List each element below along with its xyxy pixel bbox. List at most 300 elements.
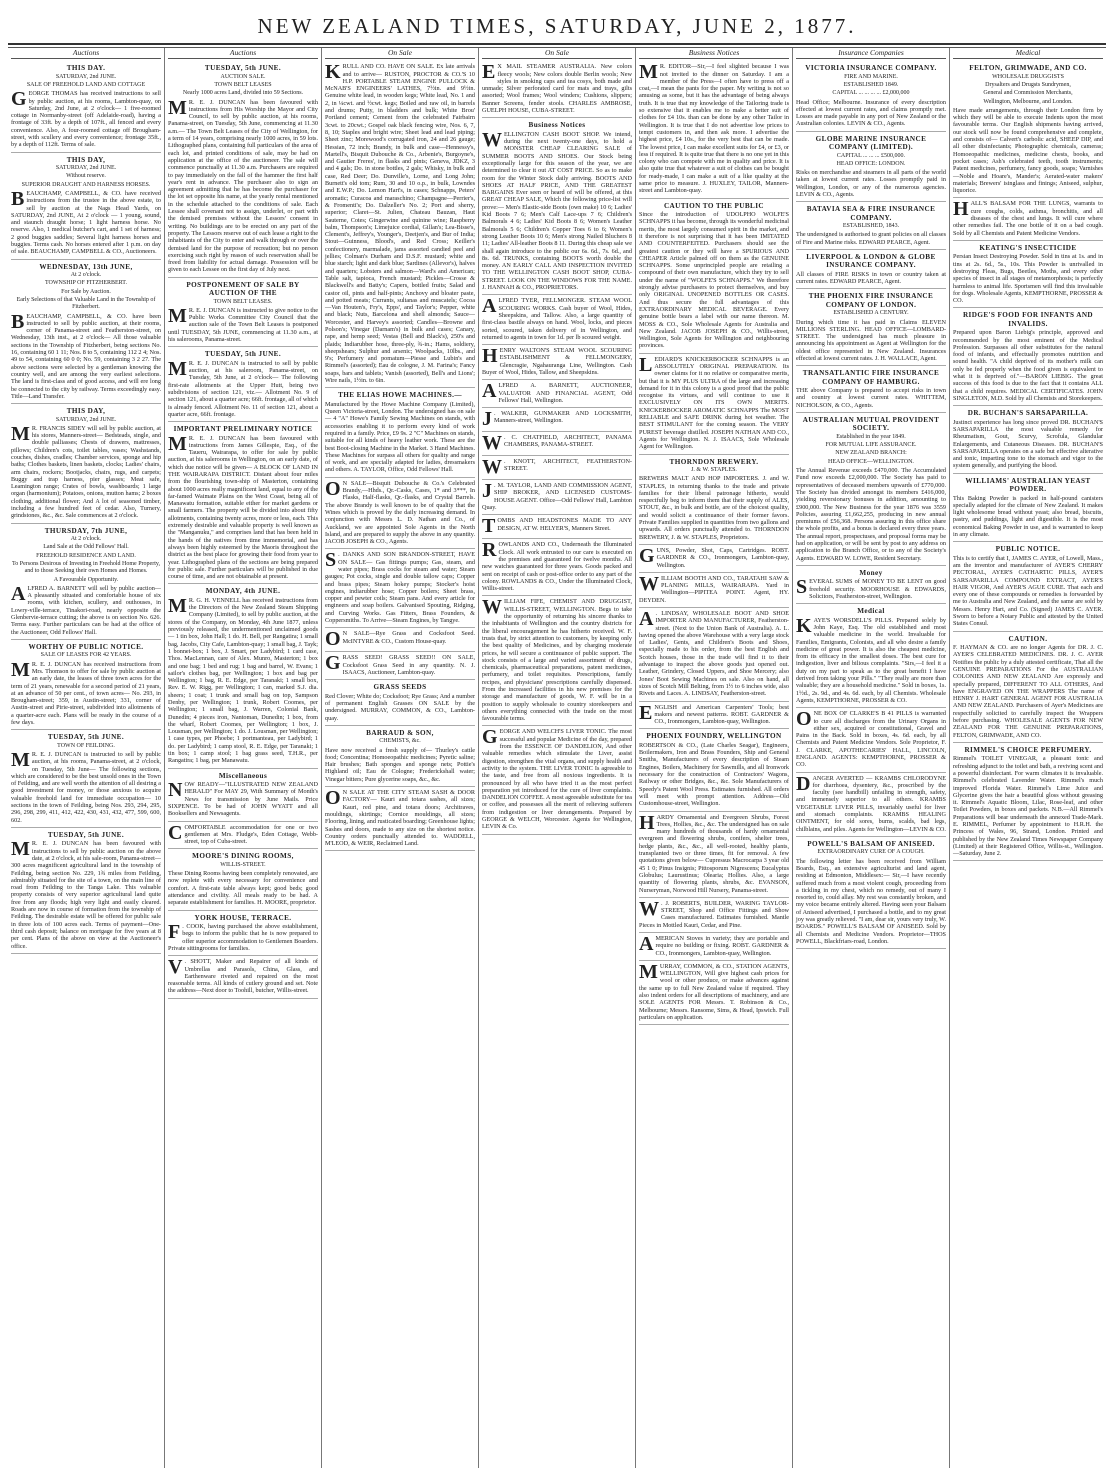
ad-text: ELLINGTON CASH BOOT SHOP. We intend, during the next twenty-one days, to hold a MONSTER CHEAP CLEARING SALE of SUMMER BOOTS AND SHOES. Our Stock being exceptionally large for this season of the year, we are determined to clear it out AT COST PRICE. So as to make room for the Winter Stock daily arriving. BOOTS AND SHOES AT HALF PRICE, AND THE GREATEST BARGAINS Ever seen or heard of will be offered, at this GREAT CHEAP SALE, Which the following price-list will prove:— Men's Elastic-side Boots (own make) 10 6; Ladies' Kid Boots 7 6; Men's Calf Lace-ups 7 6; Children's Balmorals 4 6; Ladies' Kid Boots 8 6; Women's Leather Balmorals 5 6; Children's Copper Toes 6 to 6; Women's strong Leather Boots 10 6; Men's strong Nailed Bluchers 8 11; Ladies' All-leather Boots 8 11. During this cheap sale we shall again introduce to the public our 6s. 6d., 7s. 6d., and 8s. 6d. TRUNKS, containing BOOTS worth double the money. AN EARLY CALL AND INSPECTION INVITED TO THE WELLINGTON CASH BOOT SHOP, CUBA-STREET. LOOK ON THE WINDOWS FOR THE NAME. J. HANNAH & CO., PROPRIETORS. bbox=[482, 130, 632, 292]
advertisement bbox=[325, 549, 475, 628]
drop-cap: W bbox=[482, 432, 502, 455]
advertisement bbox=[796, 837, 946, 949]
ad-body bbox=[11, 422, 161, 520]
advertisement bbox=[168, 769, 318, 822]
ad-title: Miscellaneous bbox=[218, 771, 268, 780]
ad-title: WORTHY OF PUBLIC NOTICE. bbox=[28, 642, 144, 651]
ad-text: OWLANDS AND CO., Underneath the Illuminated Clock. All work entrusted to our care is executed on the premises and guaranteed for twelve months. All new watches guaranteed for three years. Goods packed and sent on receipt of cash or post-office order to any part of the colony. ROWLANDS & CO., Under the Illuminated Clock, Willis-street. bbox=[482, 541, 632, 593]
ad-text: EDIARD'S KNICKERBOCKER SCHNAPPS is an ABSOLUTELY ORIGINAL PREPARATION. Its owner claims for it no relative or comparative merits, but that it is MY PLUS ULTRA of the large and increasing demand for it in this colony is a good proof that the public recognise its virtues, and will continue to use it EXCLUSIVELY ON ITS OWN MERITS. KNICKERBOCKER AROMATIC SCHNAPPS The MOST RELIABLE and SAFE DRINK during hot weather. The BEST STIMULANT for the coming season. The VERY PUREST beverage distilled. JOSEPH NATHAN AND CO., Agents for Wellington. N. J. ISAACS, Sole Wholesale Agent for Wellington. bbox=[639, 355, 789, 451]
drop-cap: A bbox=[639, 932, 654, 955]
ad-subtitle: EXTRAORDINARY CURE OF A COUGH. bbox=[817, 849, 925, 856]
ad-body bbox=[639, 897, 789, 929]
ad-text: All classes of FIRE RISKS in town or country taken at current rates. EDWARD PEARCE, Agent. bbox=[796, 270, 946, 286]
advertisement bbox=[325, 652, 475, 680]
ad-line: SALE OF FREEHOLD LAND AND COTTAGE bbox=[26, 82, 146, 88]
drop-cap: H bbox=[953, 198, 969, 221]
ad-text: ENRY WALTON'S STEAM WOOL SCOURING ESTABLISHMENT & FELLMONGERY, Glencragie, Ngahauranga Line, Wellington. Cash Buyer of Wool, Hides, Tallow, and Sheepskins. bbox=[482, 347, 632, 376]
advertisement bbox=[482, 380, 632, 408]
ad-line: TOWNSHIP OF FITZHERBERT. bbox=[44, 280, 128, 287]
ad-body bbox=[11, 751, 161, 824]
ad-title: THIS DAY, bbox=[66, 155, 106, 164]
ad-title: LIVERPOOL & LONDON & GLOBE INSURANCE COMPANY. bbox=[806, 253, 936, 270]
advertisement bbox=[11, 404, 161, 524]
ad-title: THIS DAY, bbox=[66, 407, 106, 416]
advertisement bbox=[168, 584, 318, 768]
ad-body bbox=[325, 477, 475, 546]
ad-body bbox=[482, 515, 632, 538]
ad-title: THIS DAY. bbox=[66, 64, 106, 73]
ad-body bbox=[796, 467, 946, 562]
advertisement bbox=[168, 822, 318, 850]
advertisement bbox=[953, 241, 1103, 308]
ad-text: Have made arrangements, through their London firm by which they will be able to execute Indents upon the most favourable terms. Our English shipments having arrived, our stock will now be found comprehensive and complete, and consists of— Calvert's carbolic acid, SHEEP DIP, and all other disinfectants; Photographic chemicals, cameras; Homoeopathic medicines, medicine chests, books, and pocket cases; Ash's celebrated teeth, tooth instruments; Patent medicines, perfumery, fancy goods, soaps; Varnishes—Noble and Hoare's, Mander's; Aerated-water makers' materials; Brewers' isinglass and finings; Aniseed, sulphur, liquorice. bbox=[953, 106, 1103, 195]
ad-body bbox=[953, 253, 1103, 304]
ad-subtitle: WILLIS-STREET. bbox=[220, 861, 266, 868]
ad-body bbox=[168, 594, 319, 765]
ad-text: Manufactured by the Howe Machine Company (Limited), Queen Victoria-street, London. The undersigned has on sale— 4 "A" Howe's Family Sewing Machines on stands, with accessories enabling it to perform every kind of work required in a family. Price, £9 9s. 2 "C" Machines on stands, suitable for all kinds of heavy leather work. These are the best Boot-closing Machine in the Market. 3 Hand Machines. These Machines for surpass all others for quality and range of work, and are specially adapted for ladies, dressmakers and others. A. TAYLOR, Office, Odd Fellows' Hall. bbox=[325, 400, 475, 474]
advertisement bbox=[796, 366, 946, 413]
drop-cap: M bbox=[639, 61, 658, 84]
advertisement bbox=[11, 153, 161, 260]
advertisement bbox=[639, 812, 789, 898]
ad-line: For Sale by Auction. bbox=[61, 288, 111, 295]
ad-body bbox=[482, 432, 632, 455]
ad-subtitle: TOWN OF FEILDING. bbox=[57, 742, 115, 749]
ad-body bbox=[168, 923, 318, 952]
ad-subtitle: At 2 o'clock. bbox=[70, 272, 102, 279]
advertisement bbox=[639, 61, 789, 198]
ad-text: Prepared upon Baron Liebig's principle, approved and recommended by the most eminent of the Medical Profession. Surpasses all other substitutes for the natural food of infants, and effectually promotes nutrition and sound health. "A child deprived of its mother's milk can only be fed properly when the food given is equivalent to what it is deprived of."—BARON LIEBIG. The great success of this food is due to the fact that it contains ALL that a child requires. MEDICAL CERTIFICATES. JOHN SINGLETON, M.D. Sold by all Chemists and Storekeepers. bbox=[953, 329, 1103, 402]
ad-body bbox=[639, 353, 789, 451]
ad-title: MONDAY, 4th JUNE. bbox=[205, 587, 281, 596]
ad-text: ILLIAM FIFE, CHEMIST AND DRUGGIST, WILLIS-STREET, WELLINGTON. Begs to take the opportunity of returning his sincere thanks to the inhabitants of Wellington and the country districts for the liberal encouragement he has hitherto received. W. F. trusts that, by strict attention to customers, by keeping only the best quality of Medicines, and by charging moderate prices, he will secure a continuance of public support. The stock consists of a large and varied assortment of drugs, chemicals, pharmaceutical preparations, patent medicines, perfumery, and toilet requisites. Prescriptions, family recipes, and physicians' prescriptions carefully dispensed. From the increased facilities in his new premises for the storage and manufacture of goods, W. F. will be in a position to supply wholesale to country storekeepers and others everything connected with the trade on the most favourable terms. bbox=[482, 598, 632, 723]
ad-body bbox=[168, 958, 318, 994]
advertisement bbox=[325, 726, 475, 787]
advertisement bbox=[168, 911, 318, 957]
ad-text: EAUCHAMP, CAMPBELL, & CO. have received instructions from the trustee in the above estate, to sell by auction at the Nags Head Yards, on SATURDAY, 2nd JUNE, At 2 o'clock — 1 young, sound, and staunch draught horse; 1 light harness horse. No reserve. Also, 1 medical butcher's cart, and 1 set of harness; 2 good buggies saddles; Several light harness horses and buggies. Terms cash. No horses entered after 1 p.m. on day of sale. BEAUCHAMP, CAMPBELL & CO., Auctioneers. bbox=[11, 189, 161, 256]
column-4 bbox=[478, 48, 635, 1468]
ad-line: Early Selections of that Valuable Land in the Township of Fitzherbert. bbox=[16, 296, 156, 311]
ad-line: ESTABLISHED 1849. bbox=[843, 82, 899, 88]
ad-subtitle: SATURDAY, 2nd JUNE. bbox=[55, 73, 117, 80]
ad-line: A Favourable Opportunity. bbox=[53, 576, 119, 583]
section-heading: On Sale bbox=[482, 48, 632, 59]
ad-title: PUBLIC NOTICE. bbox=[995, 545, 1061, 554]
drop-cap: M bbox=[168, 432, 187, 455]
ad-body bbox=[639, 211, 789, 350]
advertisement bbox=[796, 708, 946, 772]
ad-subtitle: CHEMISTS, &c. bbox=[379, 738, 421, 745]
ad-body bbox=[482, 128, 632, 292]
ad-text: AYE'S WORSDELL'S PILLS. Prepared solely by John Kaye, Esq. The old established and most valuable medicine in the world. Invaluable for Families, Emigrants, Colonists, and all who desire a family medicine of great power. It is also the cheapest medicine, from its efficacy in the smallest doses. The best cure for indigestion, liver and bilious complaints. "Sirs,—I feel it a duty on my part to speak as to the great benefit I have derived from taking your Pills." "They really are more than valuable; they are a household medicine." Sold in boxes, 1s. 1½d., 2s. 9d., and 4s. 6d. each, by all Chemists. Wholesale Agents, KEMPTHORNE, PROSSER & CO. bbox=[796, 616, 946, 704]
ad-line: HEAD OFFICE: LONDON. bbox=[836, 160, 906, 167]
drop-cap: S bbox=[796, 576, 808, 599]
ad-body bbox=[168, 870, 318, 906]
ad-title: CAUTION. bbox=[1008, 634, 1048, 643]
ad-title: TUESDAY, 5th JUNE. bbox=[204, 350, 282, 359]
ad-title: FELTON, GRIMWADE, AND CO. bbox=[969, 64, 1087, 73]
drop-cap: L bbox=[639, 353, 653, 376]
ad-title: PHOENIX FOUNDRY, WELLINGTON bbox=[646, 732, 782, 741]
drop-cap: O bbox=[325, 628, 341, 651]
drop-cap: D bbox=[796, 772, 811, 795]
advertisement bbox=[482, 539, 632, 596]
ad-body bbox=[796, 319, 946, 363]
ad-subtitle: AUCTION SALE. bbox=[220, 73, 266, 80]
ad-body bbox=[639, 63, 789, 194]
ad-body bbox=[168, 96, 318, 274]
ad-body bbox=[639, 960, 789, 1021]
ad-text: . M. TAYLOR, LAND AND COMMISSION AGENT, SHIP BROKER, AND LICENSED CUSTOMS-HOUSE AGENT. Office—Odd Fellows' Hall, Lambton Quay. bbox=[482, 482, 632, 512]
ad-text: . DANKS AND SON BRANDON-STREET, HAVE ON SALE— Gas fittings pumps; Gas, steam, and water pipes; Brass cocks for steam and water; Steam gauges; Pot cocks, single and double tallow caps; Copper and brass pipes; Steam hokey pumps; Stocker's hoist engines, indiarubber hose; Copper boilers; Sheet brass, copper and pewter coils; Steam pans. And every article for engineers and soap boilers. Galvanised Spouting, Ridging, and Curving Works. Gas Fitters, Brass Founders, & Coppersmiths. To Arrive—Steam Engines, by Tangye. bbox=[325, 551, 475, 625]
ad-text: NGLISH and American Carpenters' Tools; best makers and newest patterns. ROBT. GARDNER & CO., Ironmongers, Lambton-quay, Wellington. bbox=[654, 703, 789, 726]
drop-cap: H bbox=[639, 811, 655, 834]
advertisement bbox=[168, 849, 318, 910]
ad-title: TUESDAY, 5th JUNE. bbox=[204, 64, 282, 73]
advertisement bbox=[482, 408, 632, 432]
ad-text: During which time it has paid in Claims ELEVEN MILLIONS STERLING. HEAD OFFICE—LOMBARD-STREET. The undersigned has much pleasure in announcing his appointment as Agent at Wellington for the oldest office represented in New Zealand. Insurances effected at lowest current rates. J. H. WALLACE, Agent. bbox=[796, 318, 946, 363]
ad-body bbox=[325, 654, 475, 676]
advertisement bbox=[639, 729, 789, 811]
ad-subtitle: ESTABLISHED, 1843. bbox=[842, 223, 900, 230]
ad-text: Have now received a fresh supply of— Thurley's cattle food; Concentina; Homoeopathic medicines; Pyretic saline; Hair brushes; Bath sponges and sponge nets; Pottie's Highland oil; Eau de Cologne; Frederickshall water; Vinegar bitters; Pure glycerine soaps, &c., &c. bbox=[325, 746, 475, 783]
drop-cap: O bbox=[325, 477, 341, 500]
ad-line: General and Commission Merchants, bbox=[983, 90, 1073, 97]
section-heading: On Sale bbox=[325, 48, 475, 59]
ad-line: FREEHOLD RESIDENCE AND LAND. bbox=[36, 552, 136, 559]
drop-cap: S bbox=[325, 549, 337, 572]
drop-cap: M bbox=[11, 838, 30, 861]
ad-body bbox=[482, 728, 632, 830]
drop-cap: W bbox=[482, 456, 502, 479]
advertisement bbox=[482, 118, 632, 295]
ad-body bbox=[482, 482, 632, 511]
ad-text: N SALE—Rye Grass and Cocksfoot Seed. McINTYRE & CO., Custom House-quay. bbox=[342, 630, 475, 645]
drop-cap: G bbox=[639, 544, 655, 567]
ad-text: Justinct experience has long since proved DR. BUCHAN'S SARSAPARILLA the most valuable remedy for Rheumatism, Gout, Scurvy, Scrofula, Glandular Enlargements, and Cutaneous Diseases. DR. BUCHAN'S SARSAPARILLA operates on a safe but effective alterative and tonic, imparting tone to the stomach and vigor to the system generally, and purifying the blood. bbox=[953, 418, 1103, 470]
ad-text: THE above Company is prepared to accept risks in town and country at lowest current rates. WHITTEM, NICHOLSON, & CO., Agents. bbox=[796, 387, 946, 409]
ad-body bbox=[168, 357, 318, 418]
ad-line: Without reserve. bbox=[66, 173, 106, 180]
advertisement bbox=[639, 455, 789, 545]
advertisement bbox=[482, 295, 632, 345]
ad-text: LFRED TYER, FELLMONGER. STEAM WOOL SCOURING WORKS. Cash buyer of Wool, Hides, Sheepskins, and Tallow. Also, a large quantity of first-class bastile always on hand. Wool, locks, and pieces sorted, scoured, taken delivery of in Wellington, and returned to agents in town for 1d. per lb scoured weight. bbox=[482, 297, 632, 341]
ad-title: THE ELIAS HOWE MACHINES.— bbox=[338, 391, 462, 400]
drop-cap: E bbox=[639, 701, 653, 724]
advertisement bbox=[482, 480, 632, 515]
advertisement bbox=[639, 898, 789, 933]
ad-text: . KNOTT, ARCHITECT, FEATHERSTON-STREET. bbox=[504, 458, 632, 473]
ad-text: R. G. H. VENNELL has received instructions from the Directors of the New Zealand Steam Shipping Company (Limited), to sell by public auction, at the stores of the Company, on Monday, 4th June 1877, unless previously released, the undermentioned unclaimed goods— 1 tin box, John Hall; 1 do. H. Bell, per Rangatira; 1 small bag, Jacobs, City Cafe, Lambton-quay; 1 small bag, J. Tayk; 1 bonnet-box; 1 box, J. Smart, per Ladybird; 1 card case, Thos. MacLennan, care of Alex. Munro, Masterton; 1 box and one bag; 1 bed and rug; 1 bag and barrel, W. Evans; 1 sailor's clothes bag, per Wellington; 1 box and bag per Wellington; 1 bag, R. E. Edge, per Taranaki; 1 small box, Rev. E. W. Rigg, per Wellington; 1 can, marked S.J. dia. sheers; 1 coat; 1 trunk and small bag on top, Sampson Denby, per Wellington; 1 trunk, Robert Coomes, per Wellington; 1 small bag, J. Warren, Colonial Bank, Dunedin; 4 pieces iron, Nantoman, Dunedin; 1 box, from the wharf, Robert Coomes, per Wellington; 1 box, J. Lousman, per Wellington; 1 do. J. Lousman, per Wellington; 1 case types, per Phoebe; 1 portmanteau, per Ladybird; 1 do. per Ladybird; 1 camp stool, R. E. Edge, per Taranaki; 1 tin box; 1 camp stool; 1 bag grass seed, T.H.R., per Rangatira; 1 bag, per Manawatu. bbox=[168, 596, 319, 765]
advertisement bbox=[11, 828, 161, 954]
ad-body bbox=[953, 200, 1103, 236]
ad-text: This Baking Powder is packed in half-pound canisters specially adapted for the climate of New Zealand. It makes light wholesome bread without yeast; also bread, biscuits, pastry, and puddings, light and digestible. It is the most economical Baking Powder in use, and is warranted to keep in any climate. bbox=[953, 494, 1103, 538]
ad-subtitle: At 2 o'clock. bbox=[70, 536, 102, 543]
ad-body bbox=[482, 598, 632, 722]
advertisement bbox=[482, 345, 632, 380]
ad-title: RIMMEL'S CHOICE PERFUMERY. bbox=[964, 745, 1092, 754]
advertisement bbox=[639, 573, 789, 608]
advertisement bbox=[639, 608, 789, 702]
ad-text: The Annual Revenue exceeds £470,000. The Accumulated Fund now exceeds £2,000,000. The Society has paid to representatives of deceased members upwards of £770,000. The Society has divided amongst its members £416,000, yielding reversionary bonuses in addition, amounting to £900,000. The New Business for the year 1876 was 3559 Policies, assuring £1,662,255, producing in new annual premiums of £56,368. Persons assuring in this office share the whole profits, and a bonus is declared every three years. The annual report, prospectuses, and proposal forms may be had on application, or will be sent by post to any address on application to the Branch Office, or to any of the Society's Agents. EDWARD W. LOWE, Resident Secretary. bbox=[796, 467, 946, 562]
ad-body bbox=[482, 408, 632, 431]
ad-text: R. E. J. DUNCAN has received instructions from Mrs. Thomson to offer for sale by public auction at an early date, the leases of three town acres for the term of 21 years, renewable for a second period of 21 years, at an advance of 50 per cent., of town acres— No. 293, in Brougham-street; 359, in Austin-street; 331, corner of Austin-street and Pirie-street, subdivided into allotments of a quarter-acre each. Plans will be ready in the course of a few days. bbox=[11, 660, 161, 726]
ad-text: . C. CHATFIELD, ARCHITECT, PANAMA CHAMBERS, PANAMA-STREET. bbox=[504, 434, 632, 449]
ad-title: TUESDAY, 5th JUNE. bbox=[47, 830, 125, 839]
column-7 bbox=[949, 48, 1106, 1468]
advertisement bbox=[482, 61, 632, 118]
ad-title: VICTORIA INSURANCE COMPANY. bbox=[805, 64, 937, 73]
drop-cap: E bbox=[482, 61, 496, 84]
advertisement bbox=[953, 743, 1103, 862]
advertisement bbox=[796, 773, 946, 837]
ad-text: Since the introduction of UDOLPHO WOLFE'S SCHNAPPS it has become, through its wonderful medicinal merits, the most largely consumed spirit in the market, and it therefore is not surprising that it has been IMITATED AND COUNTERFEITED. Purchasers should see the greatest caution or they will have a SPURIOUS AND CHEAPER Article palmed off on them as the GENUINE SCHNAPPS. Some unprincipled people are retailing a compound of their own manufacture, which they try to sell under the name of "WOLFE'S SCHNAPPS." We therefore strongly advise purchasers to protect themselves, and buy only ORIGINAL UNOPENED BOTTLES OR CASES. And thus secure the full advantages of this EXTRAORDINARY MEDICAL BEVERAGE. Every genuine bottle bears a label with our name thereon. M. MOSS & CO., Sole Wholesale Agents for Australia and New Zealand. JACOB JOSEPH & CO., Willis-street, Wellington, Sole Agents for Wellington and neighbouring provinces. bbox=[639, 211, 789, 350]
ad-body bbox=[11, 310, 161, 401]
drop-cap: G bbox=[325, 652, 341, 675]
section-heading: Insurance Companies bbox=[796, 48, 946, 59]
ad-body bbox=[953, 644, 1103, 739]
ad-line: Wellington, Melbourne, and London. bbox=[983, 98, 1073, 105]
ad-line: SUPERIOR DRAUGHT AND HARNESS HORSES. bbox=[21, 181, 151, 188]
ad-text: NE BOX OF CLARKE'S B 41 PILLS is warranted to cure all discharges from the Urinary Organs in either sex, acquired or constitutional, Gravel and Pains in the Back. Sold in boxes, 4s. 6d. each, by all Chemists and Patent Medicine Vendors. Sole Proprietor, F. J. CLARKE, APOTHECARIES' HALL, LINCOLN, ENGLAND. AGENTS: KEMPTHORNE, PROSSER & CO. bbox=[796, 710, 946, 769]
ad-body bbox=[325, 63, 475, 384]
advertisement bbox=[953, 61, 1103, 198]
ad-title: IMPORTANT PRELIMINARY NOTICE bbox=[173, 425, 313, 434]
advertisement bbox=[325, 787, 475, 851]
drop-cap: M bbox=[11, 422, 30, 445]
column-3 bbox=[321, 48, 478, 1468]
advertisement bbox=[953, 198, 1103, 240]
advertisement bbox=[796, 566, 946, 604]
drop-cap: W bbox=[482, 128, 502, 151]
drop-cap: C bbox=[168, 821, 183, 844]
ad-text: EORGE THOMAS has received instructions to sell by public auction, at his rooms, Lambton-quay, on Saturday, 2nd June, at 2 o'clock— 1 five-roomed cottage in Normanby-street (off Adelaide-road), having a frontage of 33ft. by a depth of 107ft., all fenced and every convenience. Also, A four-roomed cottage off Brougham-street, with scullery and every convenience; frontage 35ft., by a depth of 112ft. Terms of sale. bbox=[11, 90, 161, 149]
advertisement bbox=[639, 702, 789, 730]
ad-body bbox=[325, 747, 475, 783]
ad-text: X MAIL STEAMER AUSTRALIA. New colors fleecy wools; New colors double Berlin wools; New styles in smoking caps and tea cosys, both made and unmade; Silver perforated card for mats and trays, gilts assorted; Wool frames; Wool winders; Cushions, slippers; Banner Screens, fender stools. CHARLES AMBROSE, GUELPH HOUSE, CUBA-STREET. bbox=[482, 63, 632, 115]
ad-title: GLOBE MARINE INSURANCE COMPANY (LIMITED). bbox=[815, 134, 927, 152]
ad-text: ROBERTSON & CO., (Late Charles Seagar), Engineers, Boilermakers, Iron and Brass Founders, Ship and General Smiths, Manufacturers of every description of Steam Engines, Boilers, Machinery for Sawmills, and all Ironwork necessary for the construction of Contractors' Wagons, Railway or other Bridges, &c., &c. Sole Manufacturers of Speedy's Patent Wool Press. Estimates furnished. All orders will meet with prompt attention. Address—Old Customhouse-street, Wellington. bbox=[639, 741, 789, 808]
ad-title: GRASS SEEDS bbox=[373, 683, 427, 692]
ad-title: YORK HOUSE, TERRACE. bbox=[194, 913, 292, 922]
ad-title: THE PHOENIX FIRE INSURANCE COMPANY OF LONDON. bbox=[808, 292, 934, 309]
ad-body bbox=[482, 541, 632, 592]
drop-cap: W bbox=[482, 596, 502, 619]
drop-cap: M bbox=[168, 357, 187, 380]
ad-title: CAUTION TO THE PUBLIC bbox=[663, 201, 765, 210]
advertisement bbox=[796, 250, 946, 289]
masthead: NEW ZEALAND TIMES, SATURDAY, JUNE 2, 1877. bbox=[257, 14, 857, 38]
advertisement bbox=[953, 632, 1103, 743]
drop-cap: G bbox=[482, 726, 498, 749]
ad-title: RIDGE'S FOOD FOR INFANTS AND INVALIDS. bbox=[962, 311, 1094, 328]
ad-text: Head Office; Melbourne. Insurance of every description effected at lowest current rates, and claims promptly met. Losses are made payable in any port of New Zealand or the Australian colonies. LEVIN & CO., Agents. bbox=[796, 98, 946, 128]
advertisement bbox=[639, 545, 789, 573]
ad-title: KEATING'S INSECTICIDE bbox=[979, 243, 1077, 252]
ad-text: BREWERS MALT AND HOP IMPORTERS. J. and W. STAPLES, in returning thanks to the trade and private families for their liberal patronage hitherto, would respectfully beg to inform them that their supply of ALES, STOUT, &c., in bulk and bottle, are of the choicest quality, and would solicit a continuance of their former favors. Private Families supplied in quantities from two gallons and upwards. All orders punctually attended to. THORNDON BREWERY, J. & W. STAPLES, Proprietors. bbox=[639, 475, 789, 541]
ad-title: Money bbox=[859, 568, 883, 577]
advertisement bbox=[639, 354, 789, 455]
advertisement bbox=[168, 422, 318, 584]
ad-text: This is to certify that I, JAMES C. AYER, of Lowell, Mass., am the inventor and manufacturer of AYER'S CHERRY PECTORAL, AYER'S CATHARTIC PILLS, AYER'S SARSAPARILLA COMPOUND EXTRACT, AYER'S HAIR VIGOR, And AYER'S AGUE CURE. That each and every one of these compounds or remedies is forwarded by me to Australia and New Zealand, and the same are sold by Messrs. Henry Hart, and Co. (Signed) JAMES C. AYER. Sworn to before a Notary Public and attested by the United States Consul. bbox=[953, 554, 1103, 628]
ad-text: . WALKER, GUNMAKER AND LOCKSMITH, Manners-street, Wellington. bbox=[494, 410, 632, 425]
ad-body bbox=[325, 693, 475, 722]
ad-text: Rimmel's TOILET VINEGAR, a pleasant tonic and refreshing adjunct to the toilet and bath, a reviving scent and a powerful disinfectant. For warm climates it is invaluable. Rimmel's celebrated Lavender Water. Rimmel's much improved Florida Water. Rimmel's Lime Juice and Glycerine gives the hair a beautiful gloss without greasing it. Rimmel's Aquatic Bloom, Lilac, Rose-leaf, and other Toilet Powders, in boxes and packets. N.B.—All Rimmel's Preparations will bear underneath the annexed Trade-Mark. E. RIMMEL, Perfumer by appointment to H.R.H. the Princess of Wales, 96, Strand, London. Printed and published by the New Zealand Times Newspaper Company (Limited) at their Registered Office, Willis-st., Wellington.—Saturday, June 2. bbox=[953, 755, 1103, 858]
ad-title: Medical bbox=[857, 607, 885, 616]
ad-title: WILLIAMS' AUSTRALIAN YEAST POWDER. bbox=[965, 476, 1091, 494]
ad-title: AUSTRALIAN MUTUAL PROVIDENT SOCIETY. bbox=[802, 416, 940, 433]
advertisement bbox=[11, 730, 161, 828]
ad-subtitle: SALE OF LEASES FOR 42 YEARS. bbox=[40, 652, 132, 659]
ad-body bbox=[796, 231, 946, 246]
ad-body bbox=[953, 755, 1103, 857]
advertisement bbox=[639, 961, 789, 1025]
advertisement bbox=[796, 202, 946, 250]
ad-body bbox=[639, 475, 789, 541]
ad-body bbox=[953, 419, 1103, 470]
ad-line: FOR MUTUAL LIFE ASSURANCE. bbox=[825, 442, 917, 449]
ad-body bbox=[482, 456, 632, 479]
drop-cap: M bbox=[11, 658, 30, 681]
ad-title: BARRAUD & SON, bbox=[366, 728, 434, 737]
drop-cap: A bbox=[482, 295, 497, 318]
ad-title: THURSDAY, 7th JUNE, bbox=[44, 526, 128, 535]
ad-body bbox=[953, 555, 1103, 628]
advertisement bbox=[168, 278, 318, 348]
drop-cap: M bbox=[11, 749, 30, 771]
ad-body bbox=[482, 347, 632, 376]
ad-title: BATAVIA SEA & FIRE INSURANCE COMPANY. bbox=[806, 205, 936, 222]
drop-cap: M bbox=[168, 594, 187, 617]
ad-body bbox=[325, 628, 475, 651]
ad-body bbox=[168, 781, 318, 817]
ad-text: . COOK, having purchased the above establishment, begs to inform the public that he is now prepared to offer superior accommodation to Gentlemen Boarders. Private sittingrooms for families. bbox=[168, 923, 318, 952]
ad-title: TUESDAY, 5th JUNE. bbox=[47, 733, 125, 742]
ad-body bbox=[953, 329, 1103, 402]
ad-body bbox=[796, 614, 946, 705]
ad-line: TOWN BELT LEASES bbox=[214, 82, 272, 88]
ad-body bbox=[796, 772, 946, 833]
ad-body bbox=[325, 551, 475, 624]
ad-text: . SHOTT, Maker and Repairer of all kinds of Umbrellas and Parasols, China, Glass, and Earthenware riveted and repaired on the most reasonable terms. All kinds of cutlery ground and set. Note the address—Next door to Toohill, butcher, Willis-street. bbox=[168, 958, 318, 995]
advertisement bbox=[953, 308, 1103, 406]
ad-text: These Dining Rooms having been completely renovated, are now replete with every necessary for convenience and comfort. A first-rate table always kept; good beds; good attendance and civility. All meals ready to be had. A separate establishment for families. H. MOORE, proprietor. bbox=[168, 870, 318, 907]
drop-cap: J bbox=[482, 480, 492, 503]
advertisement bbox=[168, 956, 318, 998]
ad-line: CAPITAL ... ... ... ... £2,000,000 bbox=[832, 90, 910, 97]
advertisement bbox=[953, 542, 1103, 631]
ad-subtitle: FIRE AND MARINE. bbox=[844, 73, 898, 80]
ad-text: URRAY, COMMON, & CO., STATION AGENTS, WELLINGTON, Will give highest cash prices for wool or other produce, or make advances against the same up to full New Zealand value if required. They also indent orders for all descriptions of machinery, and are SOLE AGENTS FOR Messrs. T. Robinson & Co., Melbourne; Messrs. Ransome, Sims, & Head, Ipswich. Full particulars on application. bbox=[639, 962, 789, 1021]
ad-title: WEDNESDAY, 13th JUNE, bbox=[39, 262, 133, 271]
ad-body bbox=[796, 99, 946, 128]
ad-text: Risks on merchandise and steamers in all parts of the world taken at lowest current rates. Losses promptly paid in Wellington, London, or any of the numerous agencies. LEVIN & CO., Agents. bbox=[796, 169, 946, 199]
ad-text: R. E. J. DUNCAN is instructed to give notice to the Public Works Committee City Council that the auction sale of the Town Belt Leases is postponed until TUESDAY, 5th JUNE, commencing at 11.30 a.m., at his salerooms, Panama-street. bbox=[168, 306, 318, 344]
advertisement bbox=[796, 289, 946, 366]
ad-body bbox=[11, 187, 161, 256]
drop-cap: H bbox=[482, 345, 498, 368]
ad-title: TRANSATLANTIC FIRE INSURANCE COMPANY OF HAMBURG. bbox=[802, 369, 940, 386]
ad-line: To Persons Desirous of Investing in Freehold Home Property, and to those Seeking their own Homes and Homes. bbox=[11, 560, 160, 575]
ad-text: OW READY—"ILLUSTRATED NEW ZEALAND HERALD" For MAY 29, With Summary of Month's News for transmission by June Mails. Price SIXPENCE. To be had of JOHN WYATT and all Booksellers and Newsagents. bbox=[168, 781, 318, 818]
ad-body bbox=[953, 495, 1103, 539]
drop-cap: M bbox=[168, 304, 187, 327]
ad-text: ANGER AVERTED — KRAMBS CHLORODYNE for diarrhoea, dysentery, &c., proscribed by the faculty (see handbill) unfailing in strength, safety, and immensely superior to all others. KRAMBS VEGETABLE LIVER PILLS, invariably useful for liver and stomach complaints. KRAMBS HEALING OINTMENT, for old sores, burns, scalds, bad legs, chilblains, and piles. Agents for Wellington—LEVIN & CO. bbox=[796, 774, 946, 833]
ad-body bbox=[168, 821, 318, 846]
ad-text: N SALE AT THE CITY STEAM SASH & DOOR FACTORY— Kauri and totara sashes, all sizes; Kauri, red pine, and totara doors; Architraves, mouldings, skirtings; Cornice mouldings, all sizes; Flooring, lining, and rusticated boarding; Greenhouse lights; Sashes and doors, made to any size on the shortest notice. Country orders punctually attended to. WADDELL, M'LEOD, & WEIR, Reclaimed Land. bbox=[325, 789, 475, 848]
drop-cap: J bbox=[482, 408, 492, 431]
ad-text: Red Clover; White do; Cocksfoot; Rye Grass; And a number of permanent English Grasses ON SALE by the undersigned. MURRAY, COMMON, & CO., Lambton-quay. bbox=[325, 692, 476, 722]
advertisement bbox=[639, 933, 789, 961]
ad-text: EAUCHAMP, CAMPBELL, & CO. have been instructed to sell by public auction, at their rooms, corner of Panama-street and Featherston-street, on Wednesday, 13th inst., at 2 o'clock— All those valuable sections in the Township of Fitzherbert, being sections No. 16, containing 60 1 11; Nos. 8 to 5, containing 112 2 4; Nos. 49 to 54, containing 60 0 0; No. 59, containing 3 2 27. The above sections were selected by a gentleman knowing the country well, and are among the very earliest selections. The land is first-class and of good access, and will ere long be connected to the city by railway. Terms exceedingly easy. Title—Land Transfer. bbox=[11, 312, 161, 400]
ad-line: Drysalters and Drugsts Sundrymen, bbox=[985, 82, 1071, 88]
ad-text: N SALE—Bisquit Dubouche & Co.'s Celebrated Brandy,—Hhds., Qr.-Casks, Cases, 1* and 3***, In Flasks, Half-flasks, Qr.-flasks, and Crystal Barrels. The above Brandy is well known to be of quality that the Wines which is proved by the daily increasing demand. In conjunction with Messrs L. D. Nathan and Co., of Auckland, we are appointed Sole Agents in the North Island, and are prepared to supply the above in any quantity. JACOB JOSEPH & CO., Agents. bbox=[325, 479, 475, 546]
ad-body bbox=[796, 858, 946, 946]
ad-body bbox=[11, 840, 161, 949]
ad-text: R. E. J. DUNCAN has been favoured with instructions from His Worship the Mayor and City Council, to sell by public auction, at his rooms, Panama-street, on Tuesday, 5th June, commencing at 11.30 a.m.— The Town Belt Leases of the City of Wellington, for a term of 14 years, comprising nearly 1000 acres, in 59 lots. Lithographed plans, containing full particulars of the area of each lot, and printed conditions of sale, may be had on application at the office of the auctioneer. The sale will commence punctually at 11.30 a.m. Purchasers are required to pay immediately on the fall of the hammer the first half year's rent in advance. The purchaser also to sign an agreement admitting that he has become the purchaser for the lot set opposite his name, at the yearly rental mentioned in the schedule attached to the conditions of sale. Each Lessee shall covenant not to assign, underlet, or part with the demised premises without the Lessors' consent in writing. No buildings are to be erected on any part of the property. The Lessors reserve out of each lease a right to the inhabitants of the City to enter and walk through or over the demised land for the purpose of recreation; but no person exercising such right by reason of such reservation shall be freed from liability for actual damage. Possession will be given to each Lessee on the first day of July next. bbox=[168, 98, 318, 274]
ad-body bbox=[482, 63, 632, 114]
ad-text: F. HAYMAN & CO. are no longer Agents for DR. J. C. AYER'S CELEBRATED MEDICINES. DR. J. C. AYER Notifies the public by a duly attested certificate, That all the GENUINE PREPARATIONS For the AUSTRALIAN COLONIES AND NEW ZEALAND Are expressly and specially prepared, DIFFERENT TO ALL OTHERS, And have ENGRAVED ON THE WRAPPERS The name of HENRY J. HART GENERAL AGENT FOR AUSTRALIA AND NEW ZEALAND. Purchasers of Ayer's Medicines are respectfully solicited to carefully inspect the Wrappers before purchasing. WHOLESALE AGENTS FOR NEW ZEALAND FOR THE GENUINE PREPARATIONS, FELTON, GRIMWADE, AND CO. bbox=[953, 644, 1103, 739]
ad-text: R. E. J. DUNCAN has been favoured with instructions from James Gillespie, Esq., of the Taueru, Wairarapa, to offer for sale by public auction, at his salerooms in Wellington, on an early date, of which due notice will be given— A BLOCK OF LAND IN THE WAIRARAPA DISTRICT. Distant about four miles from the flourishing town-ship of Masterton, containing about 1000 acres really magnificent land, equal to any of the far-famed Waimate Plains on the West Coast, being all of Manawatu formation, suitable either for market gardens or small farmers. The property will be divided into about fifty allotments, containing twenty acres, more or less, each. This extremely desirable and valuable property is well known as the "Manganuku," and comprises land that has been held in the hands of the natives from time immemorial, and has always been highly esteemed by the Maoris throughout the district as the best place for growing their food from year to year. Lithographed plans of the sections are being prepared for public sale. Further particulars will be published in due course of time, and are not obtainable at present. bbox=[168, 434, 318, 581]
ad-body bbox=[796, 271, 946, 286]
ad-body bbox=[796, 710, 946, 768]
ad-line: Nearly 1000 acres Land, divided into 59 Sections. bbox=[182, 90, 304, 97]
ad-body bbox=[639, 932, 789, 957]
ad-text: R. E. J. DUNCAN is instructed to sell by public auction, at his rooms, Panama-street, at 2 o'clock, on Tuesday, 5th June— The following sections, which are considered to be the best unsold ones in the Town of Feilding, and are well worth the attention of all desiring a good investment for money, or those anxious to acquire valuable freehold land for immediate occupation— 10 sections in the town of Feilding, being Nos. 293, 294, 295, 296, 298, 299, 411, 412, 422, 430, 431, 432, 477, 599, 600, 602. bbox=[11, 751, 161, 824]
ad-body bbox=[11, 90, 161, 148]
drop-cap: K bbox=[325, 61, 341, 84]
ad-body bbox=[639, 544, 789, 569]
drop-cap: R bbox=[482, 539, 497, 562]
drop-cap: T bbox=[482, 515, 496, 538]
ad-text: . LINDSAY, WHOLESALE BOOT AND SHOE IMPORTER AND MANUFACTURER, Featherston-street. (Next to the Union Bank of Australia). A. L. having opened the above Warehouse with a very large stock of Ladies', Gents, and Children's Boots and Shoes, especially made to his order, from the best English and Scotch houses, those in the trade will find it to their advantage to inspect the above goods just opened out. Leather, Grindery, Closed Uppers, and Shoe Mercery; also Jones' Boot Sewing Machines on sale. Also on hand, all sizes of Scotch Mill Belting, from 1½ to 6 inches wide, also Rivets and Laces. A. LINDSAY, Featherston-street. bbox=[639, 610, 789, 698]
advertisement bbox=[482, 726, 632, 834]
ad-body bbox=[168, 304, 318, 344]
ad-body bbox=[796, 578, 946, 600]
ad-line: HEAD OFFICE—WELLINGTON. bbox=[828, 458, 914, 465]
ad-text: R. E. J. DUNCAN has been favoured with instructions to sell by public auction on the above date, at 2 o'clock, at his sale-room, Panama-street— 300 acres magnificent agricultural land in the township of Feilding, being section No. 229, 1¾ miles from Feilding, admirably situated for the site of a town, on the main line of road from Feilding to the Tanga Lake. This valuable property consists of very superior agricultural land quite free from any floods; high very light and easily cleared. Roads are now in course of formation from the township of Feilding. The desirable estate will be offered for public sale in three lots of 100 acres each. Terms of payment—One-third cash deposit; balance on mortgage for five years at 8 per cent. Plans of the above on view at the Auctioneer's office. bbox=[11, 840, 161, 950]
ad-body bbox=[325, 789, 475, 847]
drop-cap: M bbox=[639, 960, 658, 983]
drop-cap: A bbox=[639, 608, 654, 630]
ad-text: OMBS AND HEADSTONES MADE TO ANY DESIGN, AT W. HELYER'S, Manners Street. bbox=[497, 517, 632, 532]
section-heading: Medical bbox=[953, 48, 1103, 59]
advertisement bbox=[168, 61, 318, 277]
ad-subtitle: ESTABLISHED A CENTURY. bbox=[833, 310, 909, 317]
ad-text: MERICAN Stoves in variety; they are portable and require no building or fixing. ROBT. GARDNER & CO., Ironmongers, Lambton-quay, Wellington. bbox=[655, 934, 789, 957]
ad-body bbox=[953, 107, 1103, 195]
advertisement bbox=[11, 640, 161, 730]
drop-cap: M bbox=[168, 96, 187, 119]
columns bbox=[8, 48, 1106, 1468]
advertisement bbox=[482, 456, 632, 480]
advertisement bbox=[482, 432, 632, 456]
drop-cap: G bbox=[11, 88, 27, 111]
column-2 bbox=[164, 48, 321, 1468]
ad-body bbox=[639, 811, 789, 894]
section-heading: Business Notices bbox=[639, 48, 789, 59]
drop-cap: W bbox=[639, 572, 659, 595]
drop-cap: B bbox=[11, 187, 25, 210]
ad-subtitle: Established in the year 1849. bbox=[836, 433, 906, 440]
drop-cap: B bbox=[11, 310, 25, 333]
advertisement bbox=[482, 596, 632, 726]
ad-text: UNS, Powder, Shot, Caps, Cartridges. ROBT. GARDNER & CO., Ironmongers, Lambton-quay, Wellington. bbox=[656, 546, 789, 569]
advertisement bbox=[168, 347, 318, 422]
ad-subtitle: J. & W. STAPLES. bbox=[691, 466, 737, 473]
ad-text: RASS SEED! GRASS SEED!! ON SALE, Cocksfoot Grass Seed in any quantity. N. J. ISAACS, Auctioneer, Lambton-quay. bbox=[342, 654, 475, 676]
ad-body bbox=[482, 382, 632, 404]
